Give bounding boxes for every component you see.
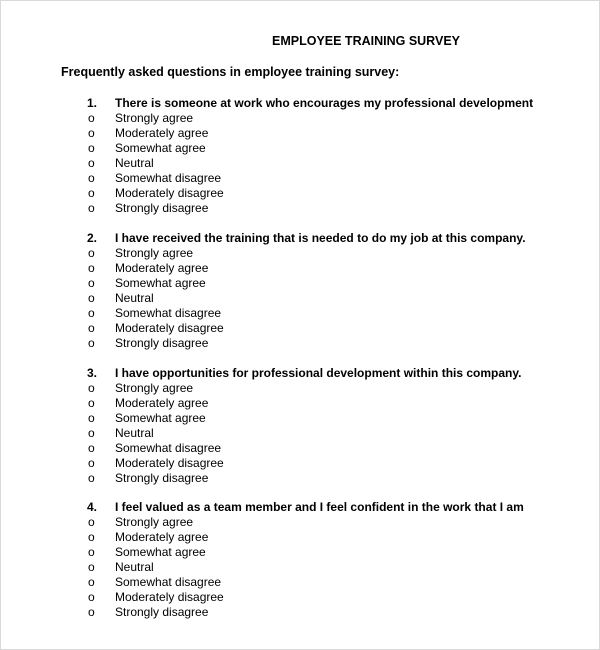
option-label: Moderately disagree xyxy=(115,186,224,200)
option-neutral[interactable] xyxy=(87,156,587,171)
question-number: 3. xyxy=(87,366,98,380)
bullet-icon: o xyxy=(88,545,95,559)
bullet-icon: o xyxy=(88,126,95,140)
bullet-icon: o xyxy=(88,441,95,455)
option-strongly-agree[interactable] xyxy=(87,246,587,261)
bullet-icon: o xyxy=(88,156,95,170)
option-somewhat-disagree[interactable] xyxy=(87,441,587,456)
bullet-icon: o xyxy=(88,111,95,125)
option-somewhat-disagree[interactable] xyxy=(87,575,587,590)
option-moderately-disagree[interactable] xyxy=(87,186,587,201)
option-moderately-disagree[interactable] xyxy=(87,321,587,336)
question-number: 4. xyxy=(87,500,98,514)
bullet-icon: o xyxy=(88,186,95,200)
option-moderately-agree[interactable] xyxy=(87,261,587,276)
bullet-icon: o xyxy=(88,246,95,260)
option-label: Moderately disagree xyxy=(115,321,224,335)
option-label: Moderately agree xyxy=(115,261,209,275)
option-label: Moderately agree xyxy=(115,530,209,544)
bullet-icon: o xyxy=(88,141,95,155)
bullet-icon: o xyxy=(88,381,95,395)
option-somewhat-disagree[interactable] xyxy=(87,306,587,321)
question-2 xyxy=(87,231,587,351)
bullet-icon: o xyxy=(88,590,95,604)
option-label: Neutral xyxy=(115,560,154,574)
question-text: I have received the training that is needed to do my job at this company. xyxy=(115,231,526,245)
question-text: I feel valued as a team member and I feel confident in the work that I am xyxy=(115,500,524,514)
bullet-icon: o xyxy=(88,201,95,215)
option-label: Strongly agree xyxy=(115,246,194,260)
document-title: EMPLOYEE TRAINING SURVEY xyxy=(272,34,460,48)
option-strongly-disagree[interactable] xyxy=(87,336,587,351)
option-moderately-disagree[interactable] xyxy=(87,590,587,605)
option-label: Strongly agree xyxy=(115,515,194,529)
option-label: Somewhat disagree xyxy=(115,306,222,320)
option-label: Strongly disagree xyxy=(115,201,209,215)
question-header xyxy=(87,96,587,111)
option-neutral[interactable] xyxy=(87,560,587,575)
option-somewhat-agree[interactable] xyxy=(87,545,587,560)
option-strongly-disagree[interactable] xyxy=(87,201,587,216)
option-label: Moderately agree xyxy=(115,396,209,410)
option-neutral[interactable] xyxy=(87,426,587,441)
option-label: Moderately disagree xyxy=(115,590,224,604)
option-somewhat-agree[interactable] xyxy=(87,276,587,291)
option-label: Somewhat agree xyxy=(115,276,206,290)
option-label: Neutral xyxy=(115,426,154,440)
bullet-icon: o xyxy=(88,321,95,335)
option-label: Strongly disagree xyxy=(115,471,209,485)
bullet-icon: o xyxy=(88,605,95,619)
option-strongly-disagree[interactable] xyxy=(87,471,587,486)
option-strongly-agree[interactable] xyxy=(87,515,587,530)
bullet-icon: o xyxy=(88,306,95,320)
option-label: Neutral xyxy=(115,291,154,305)
option-somewhat-agree[interactable] xyxy=(87,141,587,156)
option-label: Somewhat agree xyxy=(115,411,206,425)
bullet-icon: o xyxy=(88,411,95,425)
option-moderately-agree[interactable] xyxy=(87,126,587,141)
option-label: Strongly disagree xyxy=(115,605,209,619)
question-number: 1. xyxy=(87,96,98,110)
option-strongly-disagree[interactable] xyxy=(87,605,587,620)
question-text: I have opportunities for professional development within this company. xyxy=(115,366,522,380)
option-label: Moderately agree xyxy=(115,126,209,140)
bullet-icon: o xyxy=(88,291,95,305)
option-somewhat-agree[interactable] xyxy=(87,411,587,426)
bullet-icon: o xyxy=(88,261,95,275)
option-label: Somewhat disagree xyxy=(115,171,222,185)
option-label: Strongly agree xyxy=(115,111,194,125)
option-label: Neutral xyxy=(115,156,154,170)
option-strongly-agree[interactable] xyxy=(87,381,587,396)
intro-heading: Frequently asked questions in employee training survey: xyxy=(61,65,400,79)
bullet-icon: o xyxy=(88,456,95,470)
question-4 xyxy=(87,500,587,620)
option-somewhat-disagree[interactable] xyxy=(87,171,587,186)
question-header xyxy=(87,231,587,246)
question-header xyxy=(87,366,587,381)
question-3 xyxy=(87,366,587,486)
option-label: Somewhat disagree xyxy=(115,575,222,589)
bullet-icon: o xyxy=(88,426,95,440)
option-moderately-agree[interactable] xyxy=(87,530,587,545)
question-text: There is someone at work who encourages my professional development xyxy=(115,96,534,110)
option-moderately-disagree[interactable] xyxy=(87,456,587,471)
bullet-icon: o xyxy=(88,560,95,574)
option-label: Somewhat disagree xyxy=(115,441,222,455)
bullet-icon: o xyxy=(88,530,95,544)
bullet-icon: o xyxy=(88,276,95,290)
option-label: Somewhat agree xyxy=(115,141,206,155)
question-1 xyxy=(87,96,587,216)
option-moderately-agree[interactable] xyxy=(87,396,587,411)
question-header xyxy=(87,500,587,515)
bullet-icon: o xyxy=(88,171,95,185)
option-label: Strongly agree xyxy=(115,381,194,395)
bullet-icon: o xyxy=(88,515,95,529)
question-number: 2. xyxy=(87,231,98,245)
option-label: Somewhat agree xyxy=(115,545,206,559)
option-label: Moderately disagree xyxy=(115,456,224,470)
bullet-icon: o xyxy=(88,575,95,589)
bullet-icon: o xyxy=(88,471,95,485)
option-label: Strongly disagree xyxy=(115,336,209,350)
bullet-icon: o xyxy=(88,336,95,350)
option-neutral[interactable] xyxy=(87,291,587,306)
bullet-icon: o xyxy=(88,396,95,410)
option-strongly-agree[interactable] xyxy=(87,111,587,126)
